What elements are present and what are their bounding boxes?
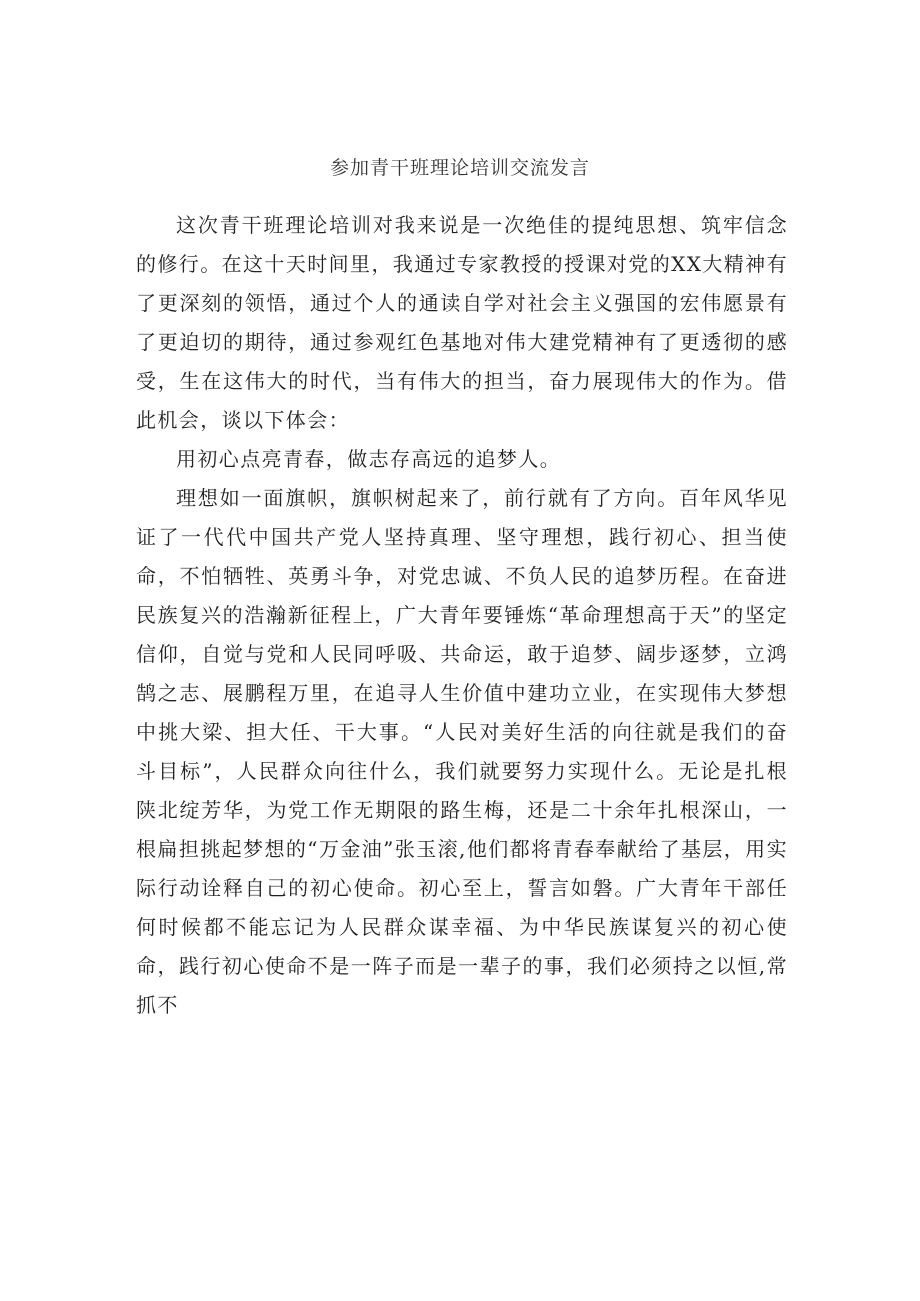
paragraph-main: 理想如一面旗帜，旗帜树起来了，前行就有了方向。百年风华见证了一代代中国共产党人坚持真理、坚守理想，践行初心、担当使命，不怕牺牲、英勇斗争，对党忠诚、不负人民的追梦历程。在奋进民族复兴的浩瀚新征程上，广大青年要锤炼“革命理想高于天”的坚定信仰，自觉与党和人民同呼吸、共命运，敢于追梦、阔步逐梦，立鸿鹄之志、展鹏程万里，在追寻人生价值中建功立业，在实现伟大梦想中挑大梁、担大任、干大事。“人民对美好生活的向往就是我们的奋斗目标”，人民群众向往什么，我们就要努力实现什么。无论是扎根陕北绽芳华，为党工作无期限的路生梅，还是二十余年扎根深山，一根扁担挑起梦想的“万金油”张玉滚,他们都将青春奉献给了基层，用实际行动诠释自己的初心使命。初心至上，誓言如磐。广大青年干部任何时候都不能忘记为人民群众谋幸福、为中华民族谋复兴的初心使命，践行初心使命不是一阵子而是一辈子的事，我们必须持之以恒,常抓不 [136,486,788,1017]
document-title: 参加青干班理论培训交流发言 [329,157,590,179]
paragraph-heading: 用初心点亮青春，做志存高远的追梦人。 [176,447,562,471]
document-body [136,206,788,1025]
paragraph-intro: 这次青干班理论培训对我来说是一次绝佳的提纯思想、筑牢信念的修行。在这十天时间里，我通过专家教授的授课对党的XX大精神有了更深刻的领悟，通过个人的通读自学对社会主义强国的宏伟愿景有了更迫切的期待，通过参观红色基地对伟大建党精神有了更透彻的感受，生在这伟大的时代，当有伟大的担当，奋力展现伟大的作为。借此机会，谈以下体会： [136,213,788,432]
